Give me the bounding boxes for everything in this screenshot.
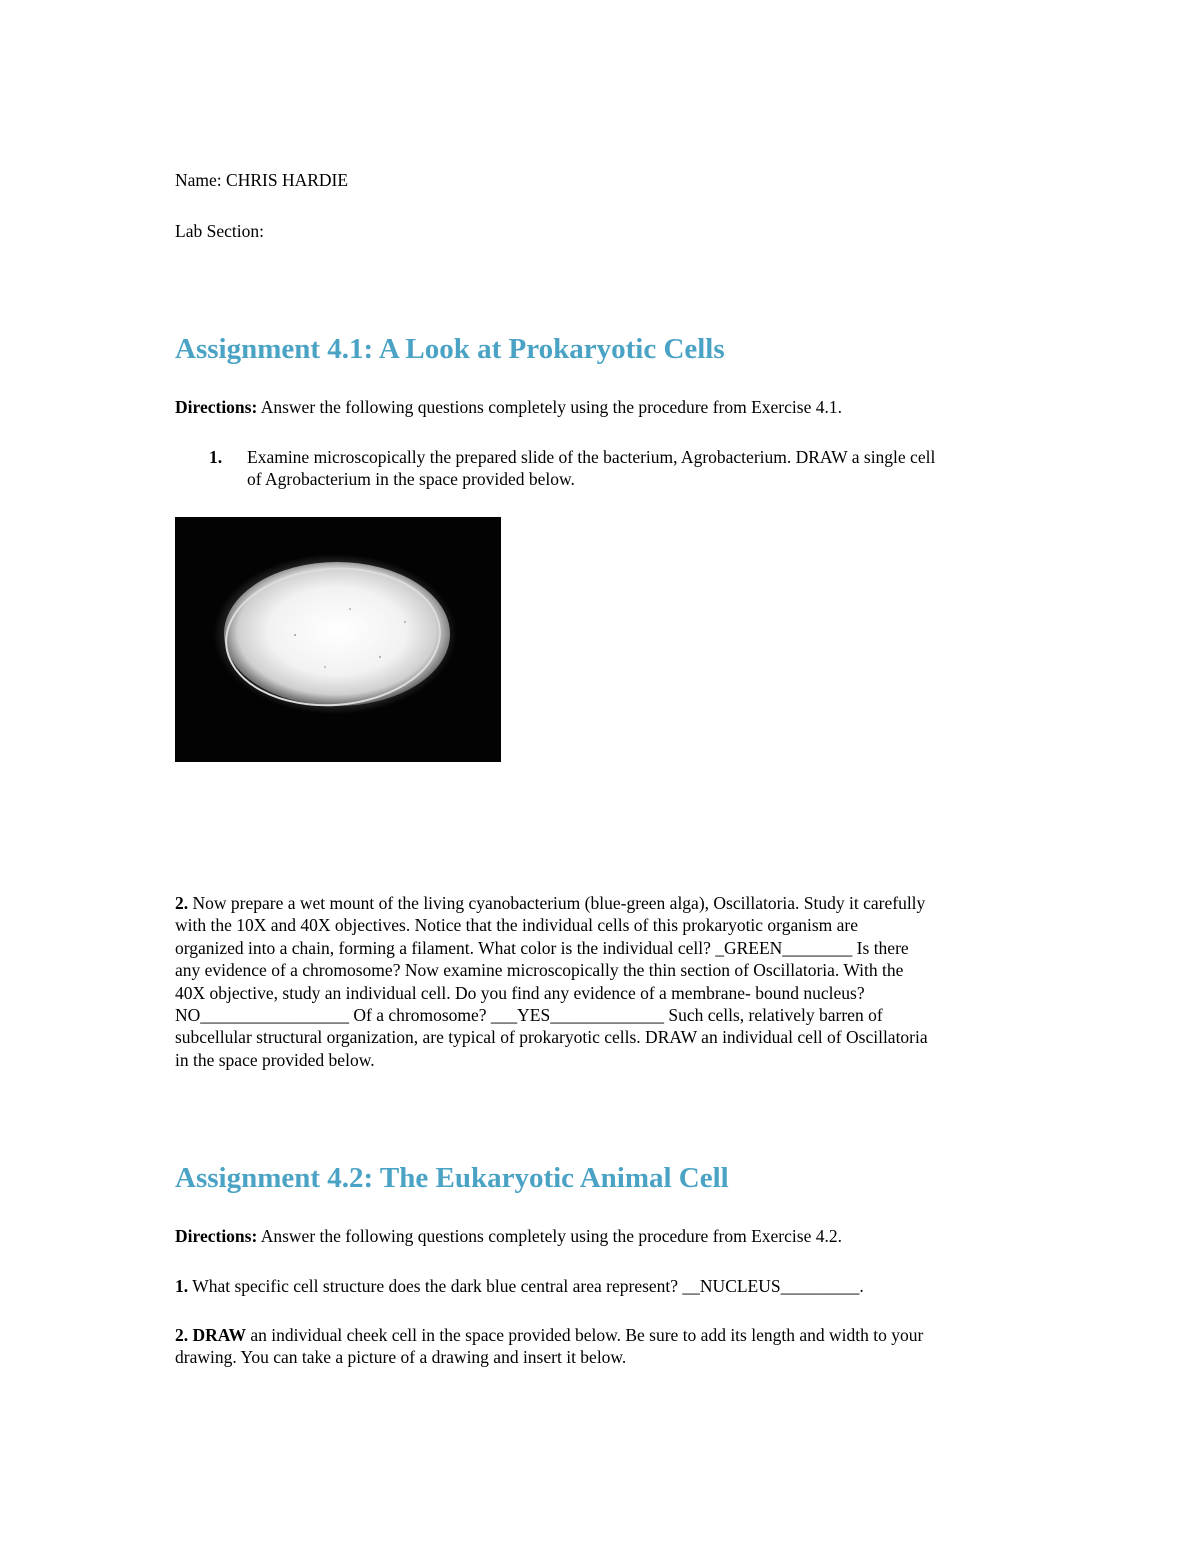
assignment-4-1-directions — [175, 396, 842, 419]
assignment-4-2-question-2 — [175, 1324, 923, 1369]
name-label: Name: — [175, 170, 222, 190]
assignment-4-2-question-1 — [175, 1275, 864, 1298]
question-1-number: 1. — [209, 447, 223, 467]
lab-section-label: Lab Section: — [175, 221, 264, 241]
question-2-line — [175, 892, 928, 914]
name-line — [175, 169, 348, 192]
question-2-line: drawing. You can take a picture of a drawing and insert it below. — [175, 1347, 627, 1368]
question-2-line-text: an individual cheek cell in the space provided below. Be sure to add its length and width to your — [250, 1325, 924, 1345]
question-2-line: 40X objective, study an individual cell. Do you find any evidence of a membrane- bound nucleus? — [175, 982, 865, 1003]
microscope-image — [175, 517, 501, 762]
question-2-paragraph — [175, 892, 928, 1071]
assignment-4-1-title: Assignment 4.1: A Look at Prokaryotic Cells — [175, 333, 725, 365]
question-1-text — [247, 446, 935, 491]
question-2-line: subcellular structural organization, are typical of prokaryotic cells. DRAW an individual cell of Oscillatoria — [175, 1027, 928, 1048]
question-1-text: What specific cell structure does the dark blue central area represent? __NUCLEUS_________. — [192, 1276, 864, 1296]
question-2-number: 2. — [175, 1325, 189, 1345]
question-2-line: any evidence of a chromosome? Now examine microscopically the thin section of Oscillatoria. With the — [175, 960, 904, 981]
question-2-line: in the space provided below. — [175, 1049, 375, 1070]
question-1-number: 1. — [175, 1276, 189, 1296]
question-2-line: with the 10X and 40X objectives. Notice that the individual cells of this prokaryotic organism are — [175, 915, 858, 936]
question-2-number: 2. — [175, 893, 189, 913]
question-2-line: NO_________________ Of a chromosome? ___YES_____________ Such cells, relatively barren of — [175, 1005, 883, 1026]
question-1-line: Examine microscopically the prepared slide of the bacterium, Agrobacterium. DRAW a single cell — [247, 447, 936, 467]
assignment-4-2-title: Assignment 4.2: The Eukaryotic Animal Cell — [175, 1162, 729, 1194]
question-1-line: of Agrobacterium in the space provided below. — [247, 469, 575, 490]
directions-text: Answer the following questions completely using the procedure from Exercise 4.1. — [260, 397, 842, 417]
microscope-field-illustration — [175, 517, 501, 762]
assignment-4-2-directions — [175, 1225, 842, 1248]
directions-label: Directions: — [175, 397, 258, 417]
directions-label: Directions: — [175, 1226, 258, 1246]
name-value: CHRIS HARDIE — [226, 170, 349, 190]
question-2-line-text: Now prepare a wet mount of the living cyanobacterium (blue-green alga), Oscillatoria. Study it carefully — [192, 893, 926, 913]
question-2-line — [175, 1324, 923, 1346]
question-2-line: organized into a chain, forming a filament. What color is the individual cell? _GREEN________ Is there — [175, 937, 909, 958]
question-2-bold-word: DRAW — [192, 1325, 246, 1345]
directions-text: Answer the following questions completely using the procedure from Exercise 4.2. — [260, 1226, 842, 1246]
